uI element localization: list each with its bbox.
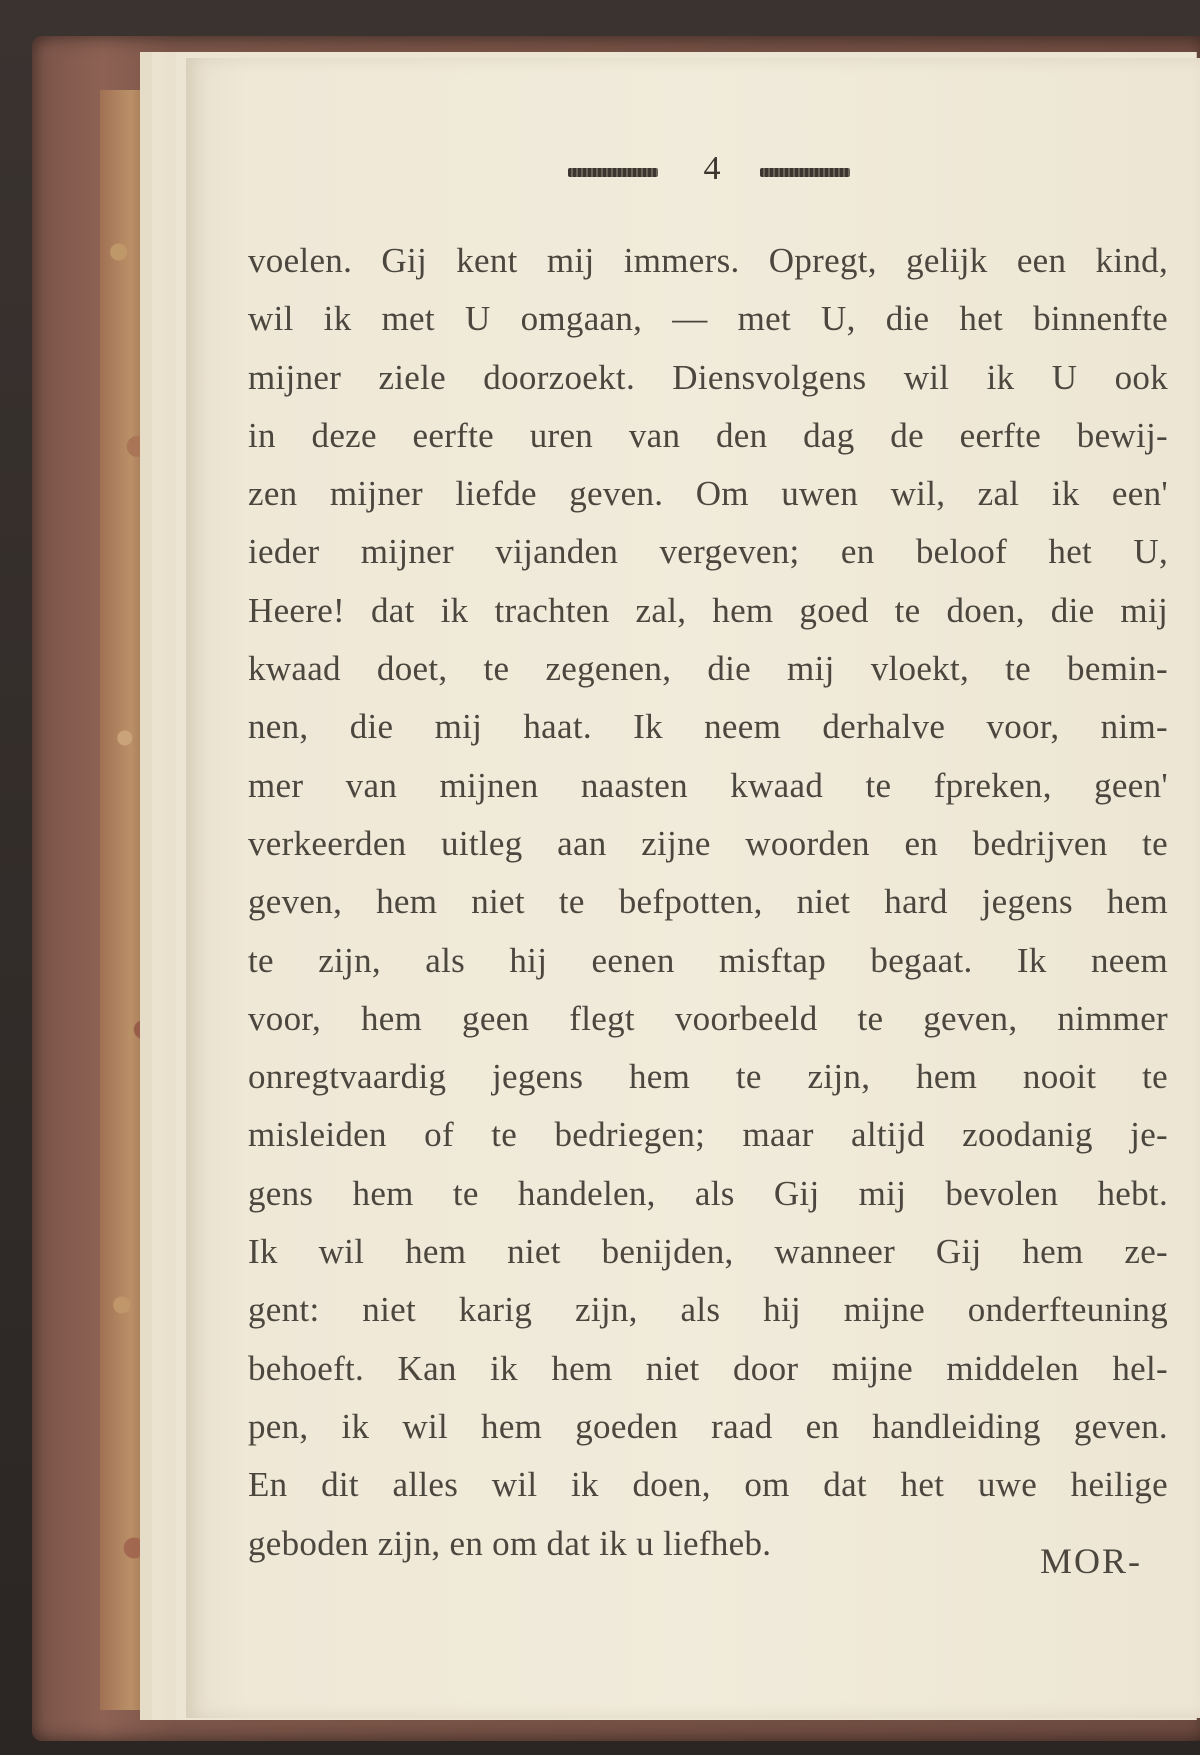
text-line: Heere! dat ik trachten zal, hem goed te doen, die mij <box>248 590 1168 630</box>
body-text <box>248 232 1168 1573</box>
text-line: zen mijner liefde geven. Om uwen wil, zal ik een' <box>248 474 1168 514</box>
text-line: kwaad doet, te zegenen, die mij vloekt, te bemin- <box>248 649 1168 689</box>
text-line: gent: niet karig zijn, als hij mijne onderfteuning <box>248 1290 1168 1330</box>
text-line: En dit alles wil ik doen, om dat het uwe heilige <box>248 1465 1168 1505</box>
text-line: mijner ziele doorzoekt. Diensvolgens wil ik U ook <box>248 357 1168 397</box>
text-line: in deze eerfte uren van den dag de eerfte bewij- <box>248 415 1168 455</box>
text-line: mer van mijnen naasten kwaad te fpreken, geen' <box>248 765 1168 805</box>
text-line: pen, ik wil hem goeden raad en handleiding geven. <box>248 1406 1168 1446</box>
text-line: Ik wil hem niet benijden, wanneer Gij hem ze- <box>248 1232 1168 1272</box>
header-ornament-left <box>568 168 658 177</box>
text-line: behoeft. Kan ik hem niet door mijne middelen hel- <box>248 1348 1168 1388</box>
catchword: MOR- <box>1040 1541 1143 1581</box>
text-line: wil ik met U omgaan, — met U, die het binnenfte <box>248 299 1168 339</box>
text-line: te zijn, als hij eenen misftap begaat. Ik neem <box>248 940 1168 980</box>
text-line: voor, hem geen flegt voorbeeld te geven, nimmer <box>248 998 1168 1038</box>
text-line: verkeerden uitleg aan zijne woorden en bedrijven te <box>248 823 1168 863</box>
text-line: geboden zijn, en om dat ik u liefheb. <box>248 1523 772 1563</box>
text-line: onregtvaardig jegens hem te zijn, hem nooit te <box>248 1057 1168 1097</box>
text-line: nen, die mij haat. Ik neem derhalve voor, nim- <box>248 707 1168 747</box>
text-line: voelen. Gij kent mij immers. Opregt, gelijk een kind, <box>248 241 1168 280</box>
header-ornament-right <box>760 168 850 177</box>
text-line: misleiden of te bedriegen; maar altijd zoodanig je- <box>248 1115 1168 1155</box>
text-line: gens hem te handelen, als Gij mij bevolen hebt. <box>248 1173 1168 1213</box>
text-line: geven, hem niet te befpotten, niet hard jegens hem <box>248 882 1168 922</box>
page-header <box>560 152 860 192</box>
text-line: ieder mijner vijanden vergeven; en beloof het U, <box>248 532 1168 572</box>
page-number: 4 <box>703 150 721 187</box>
